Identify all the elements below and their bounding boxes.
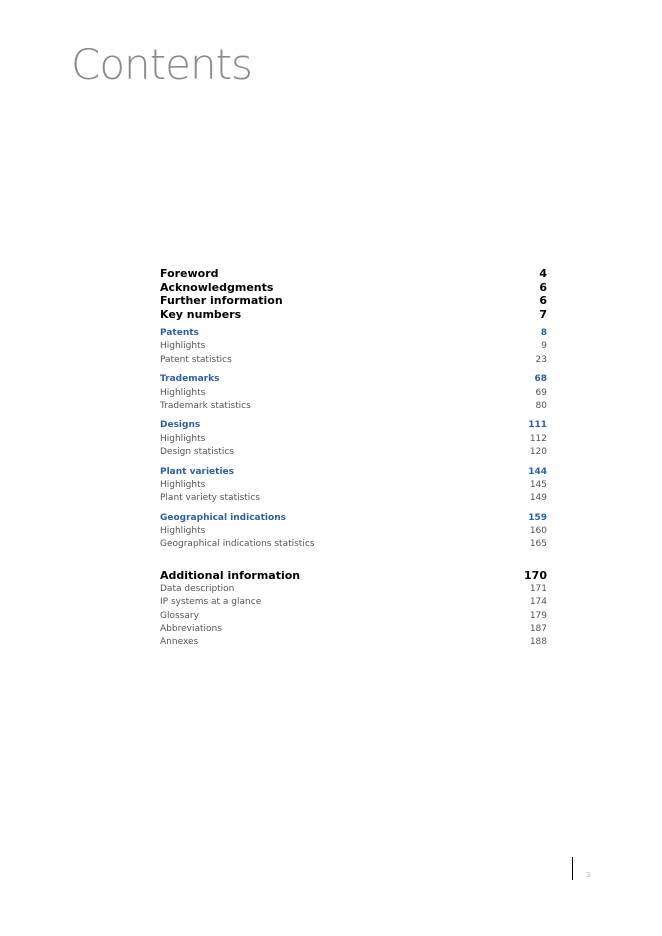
section-heading-label: Plant varieties [160, 466, 235, 477]
toc-subentry[interactable] [160, 446, 547, 459]
toc-subentry[interactable] [160, 596, 547, 609]
toc-entry-label: Further information [160, 294, 283, 307]
toc-entry-foreword[interactable] [160, 267, 547, 281]
toc-subentry-label: Plant variety statistics [160, 493, 260, 504]
toc-subentry-page: 145 [529, 479, 547, 490]
toc-subentry-page: 23 [535, 354, 547, 365]
toc-subentry-page: 188 [529, 637, 547, 648]
toc-entry-page: 7 [539, 307, 547, 321]
table-of-contents [160, 267, 547, 650]
page-number: 3 [586, 871, 591, 879]
section-heading-page: 144 [528, 466, 547, 477]
toc-entry-acknowledgments[interactable] [160, 281, 547, 295]
toc-subentry-label: Glossary [160, 610, 199, 621]
toc-subentry-page: 112 [529, 433, 547, 444]
toc-subentry-label: Trademark statistics [160, 400, 251, 411]
toc-subentry[interactable] [160, 387, 547, 400]
toc-subentry[interactable] [160, 492, 547, 505]
toc-subentry-label: Data description [160, 583, 235, 594]
section-heading-plant-varieties[interactable] [160, 466, 547, 479]
toc-subentry-label: Annexes [160, 637, 199, 648]
toc-subentry-label: Patent statistics [160, 354, 232, 365]
section-heading-page: 68 [534, 374, 547, 385]
toc-subentry-page: 149 [529, 493, 547, 504]
toc-entry-page: 6 [539, 280, 547, 294]
toc-subentry-label: Design statistics [160, 447, 235, 458]
section-patents [160, 327, 547, 367]
section-heading-label: Patents [160, 328, 199, 338]
section-additional-information [160, 568, 547, 650]
page-title: Contents [71, 40, 252, 89]
toc-subentry-page: 171 [529, 583, 547, 594]
section-heading-designs[interactable] [160, 419, 547, 432]
toc-entry-key-numbers[interactable] [160, 308, 547, 322]
toc-subentry[interactable] [160, 354, 547, 367]
section-heading-page: 8 [540, 328, 547, 338]
main-entries [160, 267, 547, 321]
toc-subentry-label: Highlights [160, 526, 206, 537]
toc-entry-label: Key numbers [160, 307, 242, 321]
toc-subentry[interactable] [160, 340, 547, 353]
section-heading-label: Geographical indications [160, 512, 286, 523]
toc-subentry-page: 160 [529, 526, 547, 537]
toc-subentry-page: 187 [529, 624, 547, 635]
section-plant-varieties [160, 466, 547, 506]
toc-subentry[interactable] [160, 623, 547, 636]
section-heading-label: Designs [160, 420, 201, 431]
toc-subentry-label: IP systems at a glance [160, 597, 262, 608]
section-heading-page: 111 [528, 420, 547, 431]
section-heading-page: 170 [524, 568, 547, 582]
toc-subentry-label: Geographical indications statistics [160, 539, 315, 550]
toc-subentry-page: 174 [529, 597, 547, 608]
toc-subentry-label: Highlights [160, 341, 206, 352]
section-designs [160, 419, 547, 459]
toc-subentry[interactable] [160, 400, 547, 413]
toc-entry-further-information[interactable] [160, 294, 547, 308]
toc-subentry-page: 165 [529, 539, 547, 550]
toc-subentry-label: Highlights [160, 479, 206, 490]
section-geographical-indications [160, 512, 547, 552]
toc-subentry-page: 179 [529, 610, 547, 621]
toc-subentry[interactable] [160, 433, 547, 446]
section-heading-label: Trademarks [160, 374, 220, 385]
section-heading-geographical-indications[interactable] [160, 512, 547, 525]
toc-subentry-label: Highlights [160, 387, 206, 398]
toc-subentry-label: Abbreviations [160, 624, 222, 635]
footer-divider [572, 857, 573, 880]
toc-subentry-page: 69 [535, 387, 547, 398]
toc-subentry[interactable] [160, 636, 547, 649]
toc-subentry[interactable] [160, 583, 547, 596]
toc-subentry[interactable] [160, 525, 547, 538]
section-heading-patents[interactable] [160, 327, 547, 340]
section-heading-additional-information[interactable] [160, 568, 547, 583]
toc-entry-label: Foreword [160, 267, 219, 280]
toc-subentry[interactable] [160, 610, 547, 623]
toc-entry-page: 4 [539, 267, 547, 280]
section-trademarks [160, 373, 547, 413]
toc-subentry-label: Highlights [160, 433, 206, 444]
toc-subentry-page: 120 [529, 447, 547, 458]
toc-subentry[interactable] [160, 538, 547, 551]
section-heading-label: Additional information [160, 568, 301, 582]
section-heading-page: 159 [528, 512, 547, 523]
toc-entry-page: 6 [539, 294, 547, 307]
toc-entry-label: Acknowledgments [160, 280, 274, 294]
toc-subentry-page: 9 [541, 341, 547, 352]
toc-subentry-page: 80 [535, 400, 547, 411]
section-heading-trademarks[interactable] [160, 373, 547, 386]
toc-subentry[interactable] [160, 479, 547, 492]
